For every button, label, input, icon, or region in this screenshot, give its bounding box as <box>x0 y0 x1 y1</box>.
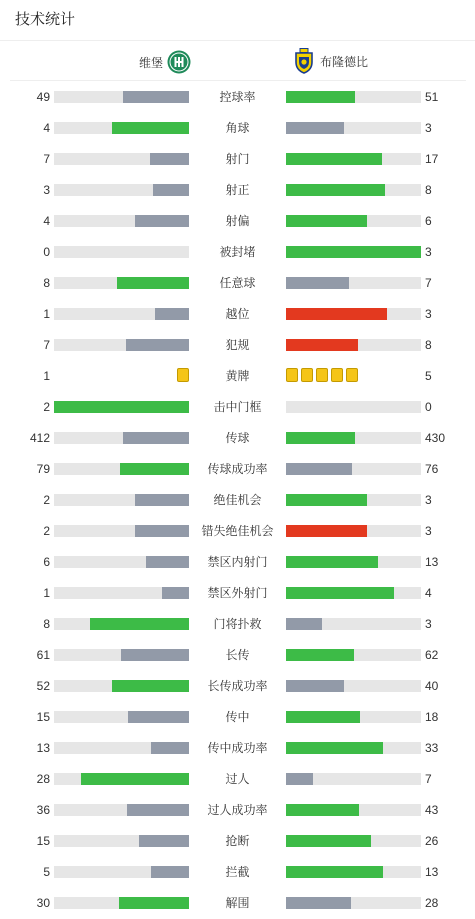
stat-label: 角球 <box>225 121 250 135</box>
home-bar-fill <box>139 835 189 847</box>
away-value: 28 <box>425 896 439 910</box>
home-bar-track <box>54 122 189 134</box>
stat-row <box>0 81 475 112</box>
home-bar-fill <box>155 308 189 320</box>
stat-row <box>0 267 475 298</box>
home-bar-track <box>54 680 189 692</box>
away-value: 3 <box>425 617 432 631</box>
away-bar-track <box>286 742 421 754</box>
away-value: 8 <box>425 183 432 197</box>
away-bar-fill <box>286 308 387 320</box>
away-bar-fill <box>286 153 382 165</box>
stat-label: 门将扑救 <box>213 617 262 631</box>
yellow-card-icon <box>316 368 328 382</box>
away-bar-fill <box>286 835 371 847</box>
stat-row <box>0 329 475 360</box>
home-bar-track <box>54 277 189 289</box>
home-value: 2 <box>43 524 50 538</box>
away-bar-fill <box>286 432 355 444</box>
home-bar-track <box>54 587 189 599</box>
stat-row <box>0 639 475 670</box>
stat-label: 射正 <box>225 183 250 197</box>
home-bar-fill <box>117 277 189 289</box>
viborg-crest-icon <box>167 50 191 74</box>
stat-label: 解围 <box>225 896 250 910</box>
home-value: 79 <box>36 462 50 476</box>
home-bar-fill <box>120 463 189 475</box>
home-bar-track <box>54 773 189 785</box>
away-bar-track <box>286 308 421 320</box>
stat-row <box>0 546 475 577</box>
home-bar-fill <box>153 184 189 196</box>
stat-row <box>0 732 475 763</box>
stat-row <box>0 515 475 546</box>
home-value: 36 <box>36 803 50 817</box>
home-bar-track <box>54 804 189 816</box>
home-bar-fill <box>90 618 189 630</box>
home-bar-fill <box>112 680 189 692</box>
away-bar-fill <box>286 711 360 723</box>
stat-label: 被封堵 <box>219 245 256 259</box>
away-value: 8 <box>425 338 432 352</box>
home-bar-fill <box>121 649 189 661</box>
stat-label: 黄牌 <box>225 369 250 383</box>
away-bar-track <box>286 401 421 413</box>
stat-label: 控球率 <box>219 90 256 104</box>
home-bar-track <box>54 184 189 196</box>
away-value: 6 <box>425 214 432 228</box>
stat-row <box>0 608 475 639</box>
home-bar-fill <box>135 494 189 506</box>
away-bar-fill <box>286 339 358 351</box>
home-bar-track <box>54 463 189 475</box>
stat-row <box>0 205 475 236</box>
away-bar-track <box>286 804 421 816</box>
away-bar-fill <box>286 277 349 289</box>
away-bar-fill <box>286 184 385 196</box>
stat-row <box>0 143 475 174</box>
home-bar-track <box>54 618 189 630</box>
home-value: 1 <box>43 586 50 600</box>
home-value: 6 <box>43 555 50 569</box>
home-bar-fill <box>81 773 189 785</box>
away-bar-fill <box>286 618 322 630</box>
stat-label: 错失绝佳机会 <box>201 524 274 538</box>
stats-list <box>0 81 475 918</box>
away-bar-track <box>286 866 421 878</box>
away-bar-track <box>286 463 421 475</box>
stat-row <box>0 794 475 825</box>
home-value: 52 <box>36 679 50 693</box>
away-value: 4 <box>425 586 432 600</box>
section-title: 技术统计 <box>15 11 76 28</box>
stat-row <box>0 887 475 918</box>
home-bar-track <box>54 401 189 413</box>
away-bar-track <box>286 556 421 568</box>
away-value: 40 <box>425 679 439 693</box>
stat-row <box>0 453 475 484</box>
home-value: 7 <box>43 152 50 166</box>
yellow-card-icon <box>331 368 343 382</box>
home-bar-fill <box>123 91 189 103</box>
away-value: 7 <box>425 772 432 786</box>
home-bar-track <box>54 91 189 103</box>
away-bar-track <box>286 835 421 847</box>
away-value: 76 <box>425 462 439 476</box>
stat-label: 过人 <box>225 772 250 786</box>
home-bar-fill <box>123 432 189 444</box>
home-bar-track <box>54 711 189 723</box>
home-bar-track <box>54 308 189 320</box>
stat-label: 任意球 <box>219 276 256 290</box>
home-value: 0 <box>43 245 50 259</box>
home-bar-fill <box>150 153 189 165</box>
home-bar-track <box>54 649 189 661</box>
stat-label: 禁区外射门 <box>207 586 268 600</box>
away-value: 17 <box>425 152 439 166</box>
yellow-card-icon <box>177 368 189 382</box>
away-bar-track <box>286 711 421 723</box>
away-bar-track <box>286 277 421 289</box>
stat-label: 长传 <box>225 648 250 662</box>
home-value: 5 <box>43 865 50 879</box>
stat-row <box>0 825 475 856</box>
away-value: 33 <box>425 741 439 755</box>
away-bar-track <box>286 618 421 630</box>
home-bar-track <box>54 246 189 258</box>
stat-label: 传中成功率 <box>207 741 268 755</box>
away-bar-fill <box>286 649 354 661</box>
away-bar-track <box>286 122 421 134</box>
away-bar-track <box>286 246 421 258</box>
home-value: 2 <box>43 400 50 414</box>
away-bar-fill <box>286 897 351 909</box>
stat-label: 过人成功率 <box>207 803 268 817</box>
stat-row <box>0 763 475 794</box>
stat-label: 犯规 <box>225 338 250 352</box>
home-bar-fill <box>151 866 189 878</box>
stat-row <box>0 701 475 732</box>
home-value: 49 <box>36 90 50 104</box>
stat-label: 传球 <box>225 431 250 445</box>
home-value: 8 <box>43 276 50 290</box>
home-value: 13 <box>36 741 50 755</box>
home-bar-fill <box>119 897 189 909</box>
away-bar-track <box>286 587 421 599</box>
away-bar-track <box>286 649 421 661</box>
away-bar-track <box>286 525 421 537</box>
away-value: 3 <box>425 493 432 507</box>
stat-row <box>0 422 475 453</box>
home-bar-fill <box>126 339 189 351</box>
stat-label: 击中门框 <box>213 400 262 414</box>
home-value: 1 <box>43 369 50 383</box>
away-bar-track <box>286 773 421 785</box>
away-bar-fill <box>286 587 394 599</box>
away-value: 62 <box>425 648 439 662</box>
stat-label: 射门 <box>225 152 250 166</box>
yellow-card-icon <box>346 368 358 382</box>
home-bar-track <box>54 897 189 909</box>
home-bar-fill <box>135 525 189 537</box>
away-bar-fill <box>286 742 383 754</box>
stat-label: 长传成功率 <box>207 679 268 693</box>
away-value: 13 <box>425 555 439 569</box>
home-value: 412 <box>29 431 50 445</box>
home-bar-track <box>54 866 189 878</box>
away-bar-track <box>286 153 421 165</box>
home-bar-fill <box>54 401 189 413</box>
home-value: 2 <box>43 493 50 507</box>
away-bar-fill <box>286 215 367 227</box>
away-bar-fill <box>286 525 367 537</box>
stat-label: 禁区内射门 <box>207 555 268 569</box>
away-team-name: 布隆德比 <box>320 54 369 69</box>
home-bar-fill <box>128 711 189 723</box>
brondby-crest-icon <box>293 48 315 74</box>
away-bar-fill <box>286 773 313 785</box>
away-bar-track <box>286 184 421 196</box>
home-bar-track <box>54 742 189 754</box>
away-value: 3 <box>425 245 432 259</box>
stat-row <box>0 391 475 422</box>
stat-row <box>0 577 475 608</box>
home-bar-track <box>54 494 189 506</box>
home-value: 30 <box>36 896 50 910</box>
stat-row <box>0 298 475 329</box>
stat-label: 传球成功率 <box>207 462 268 476</box>
away-value: 26 <box>425 834 439 848</box>
away-value: 13 <box>425 865 439 879</box>
away-value: 3 <box>425 524 432 538</box>
yellow-card-icon <box>286 368 298 382</box>
home-bar-track <box>54 835 189 847</box>
home-value: 4 <box>43 214 50 228</box>
away-bar-fill <box>286 246 421 258</box>
stat-label: 抢断 <box>225 834 250 848</box>
away-value: 18 <box>425 710 439 724</box>
home-value: 3 <box>43 183 50 197</box>
home-bar-track <box>54 153 189 165</box>
stat-label: 绝佳机会 <box>213 493 262 507</box>
stat-row <box>0 112 475 143</box>
away-value: 5 <box>425 369 432 383</box>
home-bar-fill <box>151 742 189 754</box>
home-bar-track <box>54 556 189 568</box>
home-bar-fill <box>146 556 189 568</box>
away-bar-fill <box>286 680 344 692</box>
home-value: 28 <box>36 772 50 786</box>
home-value: 4 <box>43 121 50 135</box>
away-bar-fill <box>286 91 355 103</box>
home-value: 15 <box>36 710 50 724</box>
away-yellow-cards <box>286 368 358 382</box>
teams-header <box>10 41 466 81</box>
away-team[interactable] <box>293 48 368 74</box>
home-bar-track <box>54 215 189 227</box>
stat-row <box>0 236 475 267</box>
stat-row <box>0 856 475 887</box>
home-bar-fill <box>135 215 189 227</box>
away-value: 0 <box>425 400 432 414</box>
home-bar-track <box>54 432 189 444</box>
away-bar-track <box>286 680 421 692</box>
away-bar-track <box>286 494 421 506</box>
home-team-name: 维堡 <box>138 55 163 70</box>
home-value: 7 <box>43 338 50 352</box>
stat-label: 传中 <box>225 710 250 724</box>
stat-label: 射偏 <box>225 214 250 228</box>
away-value: 51 <box>425 90 439 104</box>
away-value: 3 <box>425 307 432 321</box>
home-value: 8 <box>43 617 50 631</box>
stat-row <box>0 484 475 515</box>
away-bar-fill <box>286 866 383 878</box>
away-bar-fill <box>286 122 344 134</box>
home-bar-track <box>54 339 189 351</box>
stat-label: 越位 <box>225 307 250 321</box>
home-bar-track <box>54 525 189 537</box>
away-value: 7 <box>425 276 432 290</box>
away-value: 43 <box>425 803 439 817</box>
home-value: 61 <box>36 648 50 662</box>
stat-label: 拦截 <box>225 865 250 879</box>
away-bar-track <box>286 897 421 909</box>
stat-row <box>0 360 475 391</box>
away-value: 3 <box>425 121 432 135</box>
away-bar-fill <box>286 494 367 506</box>
away-value: 430 <box>425 431 446 445</box>
away-bar-fill <box>286 804 359 816</box>
home-bar-fill <box>162 587 189 599</box>
away-bar-track <box>286 215 421 227</box>
stat-row <box>0 670 475 701</box>
away-bar-track <box>286 91 421 103</box>
away-bar-track <box>286 339 421 351</box>
home-value: 15 <box>36 834 50 848</box>
home-value: 1 <box>43 307 50 321</box>
away-bar-fill <box>286 556 378 568</box>
home-team[interactable] <box>139 50 191 74</box>
home-bar-fill <box>112 122 189 134</box>
home-bar-fill <box>127 804 189 816</box>
home-yellow-cards <box>177 368 189 382</box>
stat-row <box>0 174 475 205</box>
away-bar-track <box>286 432 421 444</box>
away-bar-fill <box>286 463 352 475</box>
yellow-card-icon <box>301 368 313 382</box>
